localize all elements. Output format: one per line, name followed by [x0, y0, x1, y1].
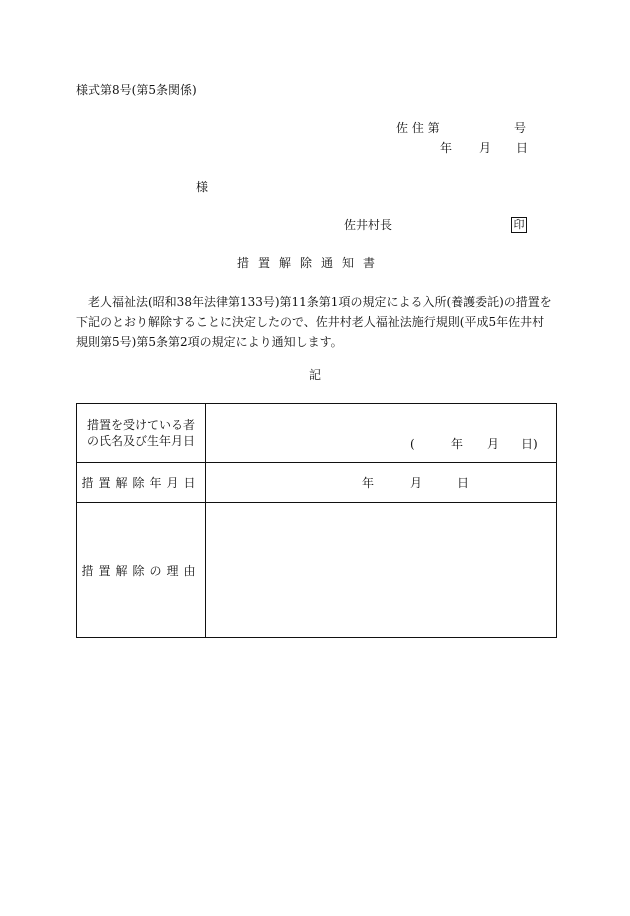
birthdate-open-paren: (	[410, 437, 415, 451]
body-text	[76, 292, 556, 352]
document-number-prefix: 佐 住 第	[396, 121, 440, 135]
release-year: 年	[362, 476, 375, 490]
release-reason-label: 措置解除の理由	[81, 563, 201, 578]
body-line: 下記のとおり解除することに決定したので、佐井村老人福祉法施行規則(平成5年佐井村	[76, 315, 545, 329]
release-date-label-cell	[77, 463, 206, 502]
release-month: 月	[410, 476, 423, 490]
detail-table	[76, 403, 557, 638]
ki-heading: 記	[309, 368, 322, 382]
body-line: 規則第5号)第5条第2項の規定により通知します。	[76, 335, 343, 349]
recipient-honorific: 様	[196, 180, 209, 194]
body-line: 老人福祉法(昭和38年法律第133号)第11条第1項の規定による入所(養護委託)の措置を	[88, 295, 552, 309]
birthdate-day: 日)	[521, 437, 538, 451]
date-year: 年	[440, 141, 453, 155]
form-number: 様式第8号(第5条関係)	[76, 83, 197, 97]
issuer-name: 佐井村長	[344, 218, 393, 232]
person-label-cell	[77, 404, 206, 462]
person-label-line2: の氏名及び生年月日	[86, 434, 195, 448]
document-title: 措置解除通知書	[237, 256, 385, 270]
birthdate-month: 月	[487, 437, 500, 451]
row-release-date	[77, 463, 556, 503]
person-label-line1: 措置を受けている者	[86, 418, 195, 432]
date-month: 月	[479, 141, 492, 155]
row-release-reason	[77, 503, 556, 637]
release-reason-label-cell	[77, 503, 206, 637]
birthdate-year: 年	[451, 437, 464, 451]
release-date-label: 措置解除年月日	[81, 476, 201, 490]
release-day: 日	[457, 476, 470, 490]
row-person	[77, 404, 556, 463]
seal-stamp: 印	[511, 217, 527, 233]
document-number-suffix: 号	[514, 121, 527, 135]
date-day: 日	[516, 141, 529, 155]
